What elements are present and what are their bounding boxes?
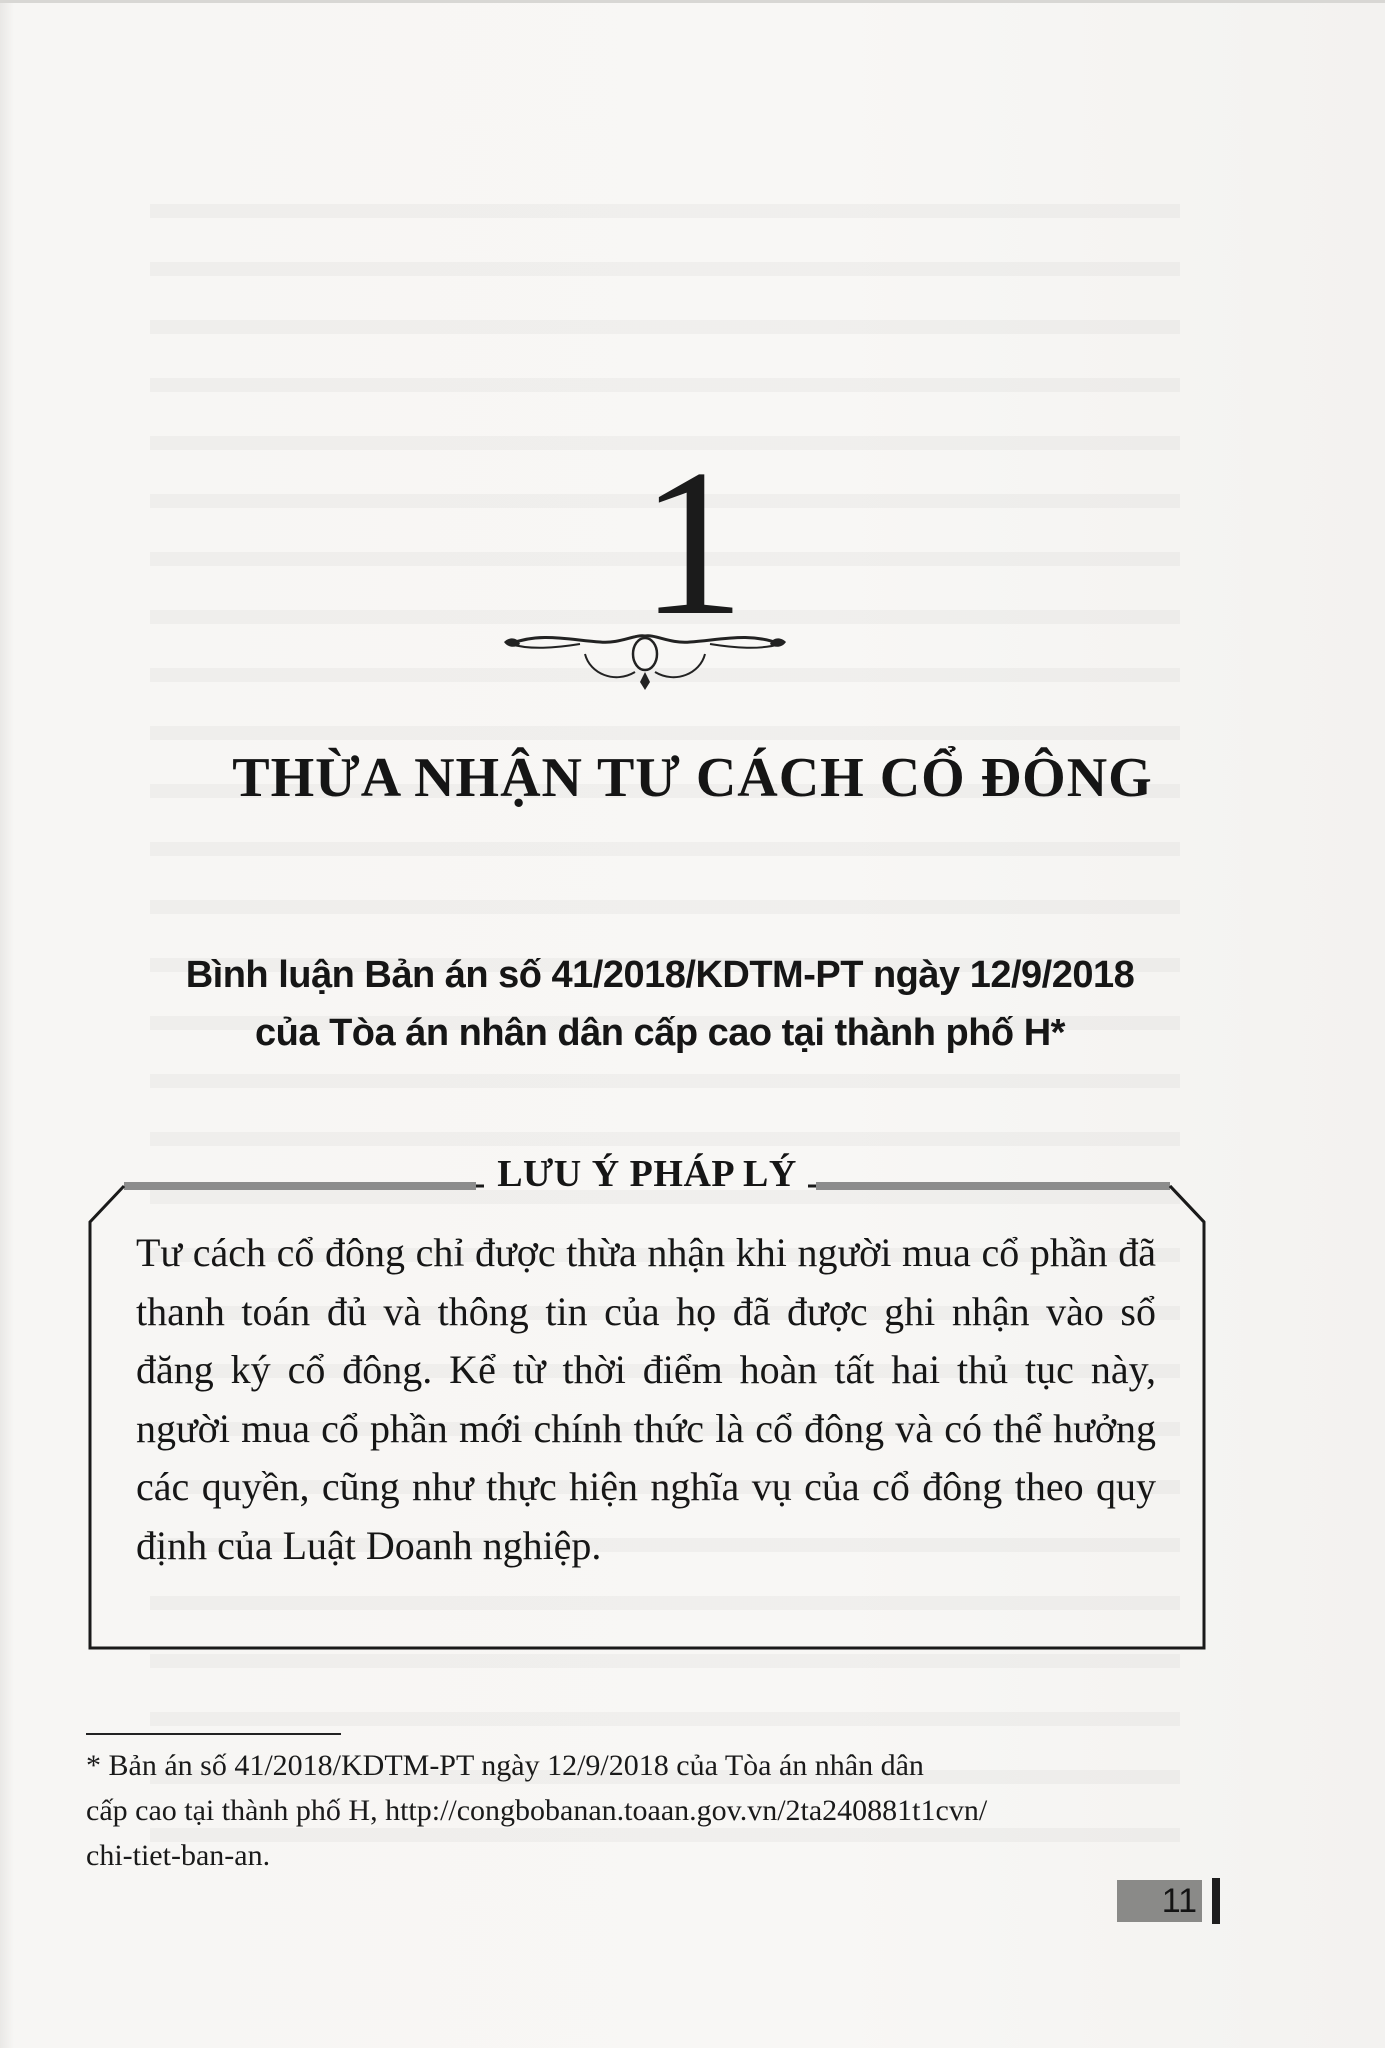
page-number-bar bbox=[1212, 1878, 1220, 1924]
footnote-line-2: cấp cao tại thành phố H, http://congbobanan.toaan.gov.vn/2ta240881t1cvn/ bbox=[86, 1794, 988, 1827]
footnote bbox=[86, 1743, 1206, 1878]
note-label: LƯU Ý PHÁP LÝ bbox=[497, 1153, 797, 1195]
subtitle-line-1: Bình luận Bản án số 41/2018/KDTM-PT ngày 12/9/2018 bbox=[185, 954, 1135, 996]
subtitle-line-2: của Tòa án nhân dân cấp cao tại thành phố H* bbox=[255, 1012, 1065, 1054]
chapter-number: 1 bbox=[640, 427, 745, 659]
footnote-line-3: chi-tiet-ban-an. bbox=[86, 1839, 271, 1872]
note-text: Tư cách cổ đông chỉ được thừa nhận khi người mua cổ phần đã thanh toán đủ và thông tin của họ đã được ghi nhận vào sổ đăng ký cổ đông. Kể từ thời điểm hoàn tất hai thủ tục này, người mua cổ phần mới chính thức là cổ đông và có thể hưởng các quyền, cũng như thực hiện nghĩa vụ của cổ đông theo quy định của Luật Doanh nghiệp. bbox=[136, 1230, 1156, 1568]
page-number: 11 bbox=[1161, 1882, 1197, 1920]
flourish-ornament-icon bbox=[500, 614, 790, 694]
footnote-divider bbox=[86, 1733, 341, 1735]
page-top-edge bbox=[0, 0, 1385, 3]
legal-note-box bbox=[86, 1153, 1208, 1652]
chapter-title: THỪA NHẬN TƯ CÁCH CỔ ĐÔNG bbox=[232, 747, 1153, 809]
footnote-line-1: * Bản án số 41/2018/KDTM-PT ngày 12/9/2018 của Tòa án nhân dân bbox=[86, 1749, 924, 1782]
chapter-subtitle bbox=[0, 946, 1320, 1062]
